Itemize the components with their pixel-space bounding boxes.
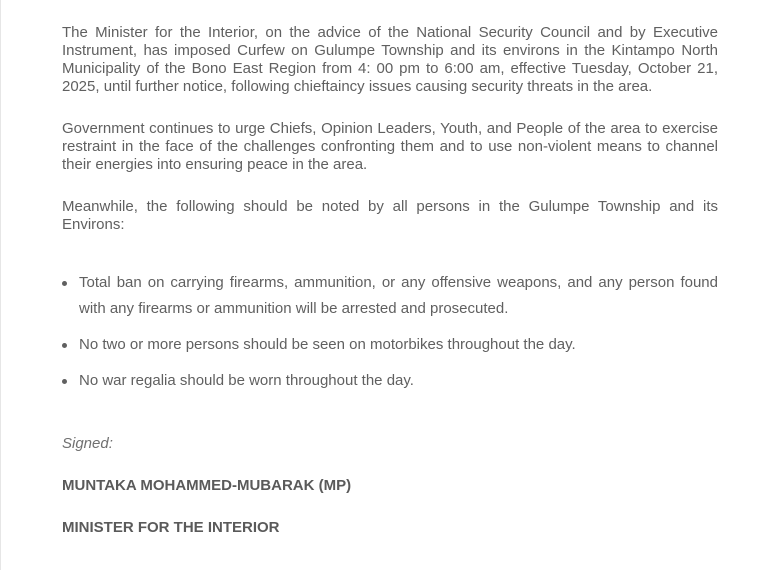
paragraph-curfew-announcement: The Minister for the Interior, on the advice of the National Security Council and by Executive Instrument, has imposed Curfew on Gulumpe Township and its environs in the Kintampo North Municipality of the Bono East Region from 4: 00 pm to 6:00 am, effective Tuesday, October 21, 2025, until further notice, following chieftaincy issues causing security threats in the area.	[62, 24, 718, 95]
list-item-text: No two or more persons should be seen on motorbikes throughout the day.	[79, 336, 576, 353]
bullet-icon	[62, 379, 67, 384]
left-border-divider	[0, 0, 1, 570]
list-item	[62, 332, 718, 358]
signatory-name: MUNTAKA MOHAMMED-MUBARAK (MP)	[62, 477, 352, 494]
list-item-text: Total ban on carrying firearms, ammunition, or any offensive weapons, and any person found with any firearms or ammunition will be arrested and prosecuted.	[79, 274, 718, 317]
paragraph-notice-intro: Meanwhile, the following should be noted by all persons in the Gulumpe Township and its Environs:	[62, 198, 718, 233]
list-item	[62, 368, 718, 394]
signed-label: Signed:	[62, 435, 113, 452]
list-item	[62, 270, 718, 322]
list-item-text: No war regalia should be worn throughout the day.	[79, 372, 414, 389]
bullet-icon	[62, 343, 67, 348]
restrictions-list	[62, 270, 718, 394]
bullet-icon	[62, 281, 67, 286]
signatory-title: MINISTER FOR THE INTERIOR	[62, 519, 280, 536]
press-release-article	[62, 24, 718, 537]
paragraph-government-appeal: Government continues to urge Chiefs, Opinion Leaders, Youth, and People of the area to exercise restraint in the face of the challenges confronting them and to use non-violent means to channel their energies into ensuring peace in the area.	[62, 120, 718, 173]
